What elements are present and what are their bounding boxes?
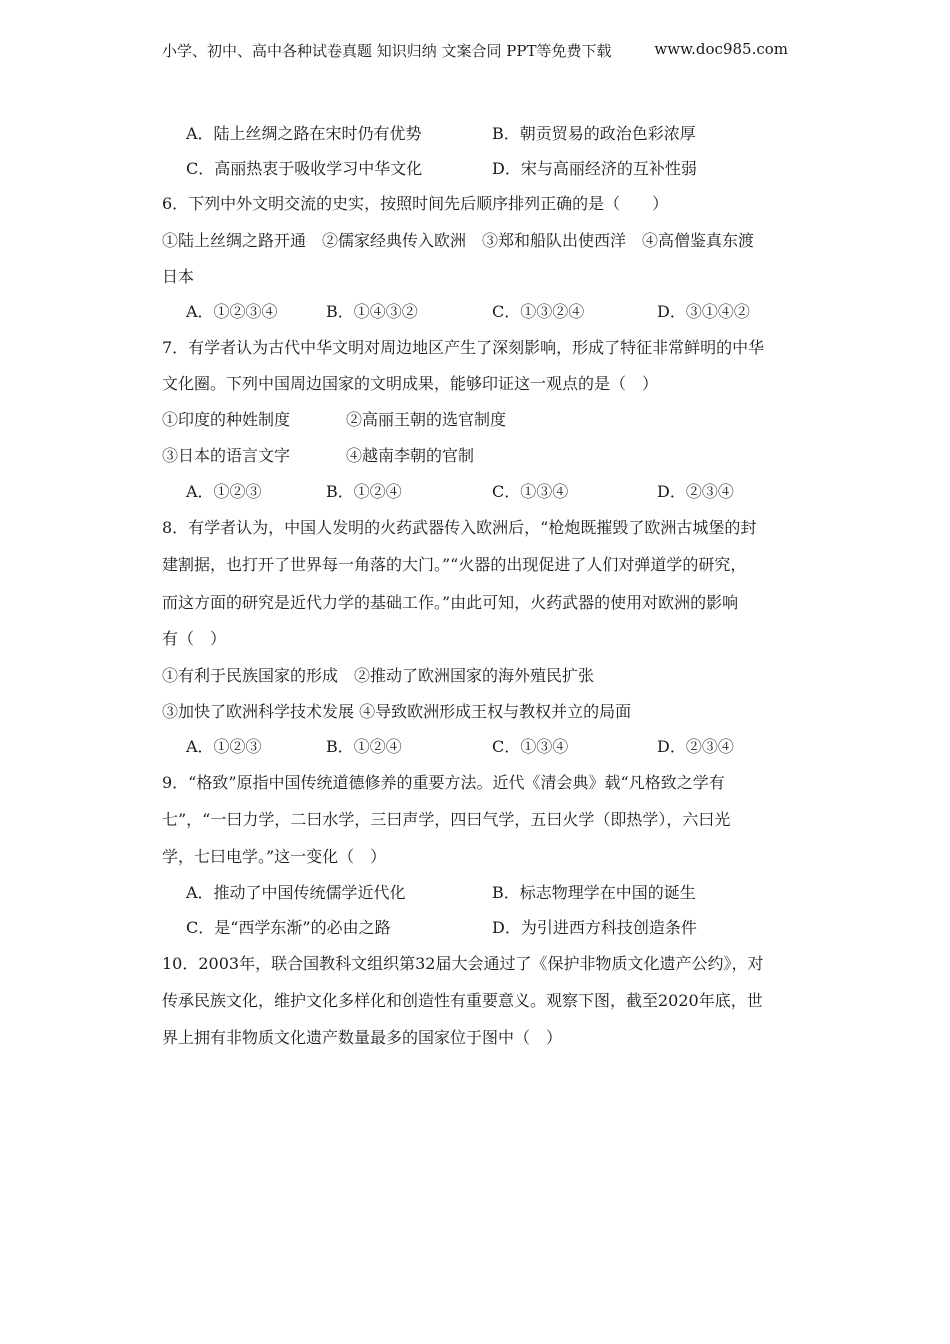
q5-option-d: D．宋与高丽经济的互补性弱 (492, 159, 697, 178)
q8-stem-line3: 而这方面的研究是近代力学的基础工作。”由此可知，火药武器的使用对欧洲的影响 (162, 593, 739, 612)
header-site-info: 小学、初中、高中各种试卷真题 知识归纳 文案合同 PPT等免费下载 (162, 42, 612, 60)
q8-option-a: A．①②③ (186, 737, 262, 756)
q7-stem-line1: 7．有学者认为古代中华文明对周边地区产生了深刻影响，形成了特征非常鲜明的中华 (162, 338, 765, 357)
q6-items-line2: 日本 (162, 267, 195, 286)
q7-option-c: C．①③④ (492, 482, 569, 501)
q8-items-line2: ③加快了欧洲科学技术发展 ④导致欧洲形成王权与教权并立的局面 (162, 702, 632, 721)
q8-option-c: C．①③④ (492, 737, 569, 756)
q7-stem-line2: 文化圈。下列中国周边国家的文明成果，能够印证这一观点的是（ ） (162, 374, 659, 393)
q10-stem-line1: 10．2003年，联合国教科文组织第32届大会通过了《保护非物质文化遗产公约》，对 (162, 954, 764, 973)
q7-option-b: B．①②④ (326, 482, 402, 501)
q9-stem-line3: 学，七曰电学。”这一变化（ ） (162, 847, 387, 866)
q8-stem-line2: 建割据，也打开了世界每一角落的大门。”“火器的出现促进了人们对弹道学的研究， (162, 555, 747, 574)
q5-option-a: A．陆上丝绸之路在宋时仍有优势 (186, 124, 422, 143)
q5-option-c: C．高丽热衷于吸收学习中华文化 (186, 159, 423, 178)
q7-item-1: ①印度的种姓制度 (162, 410, 291, 429)
q7-item-3: ③日本的语言文字 (162, 446, 291, 465)
q6-option-a: A．①②③④ (186, 302, 278, 321)
q8-stem-line1: 8．有学者认为，中国人发明的火药武器传入欧洲后，“枪炮既摧毁了欧洲古城堡的封 (162, 518, 757, 537)
q6-items-line1: ①陆上丝绸之路开通 ②儒家经典传入欧洲 ③郑和船队出使西洋 ④高僧鉴真东渡 (162, 231, 755, 250)
header-url: www.doc985.com (654, 40, 788, 58)
q9-option-d: D．为引进西方科技创造条件 (492, 918, 697, 937)
q9-option-a: A．推动了中国传统儒学近代化 (186, 883, 406, 902)
q7-option-a: A．①②③ (186, 482, 262, 501)
q7-item-4: ④越南李朝的官制 (346, 446, 475, 465)
q8-stem-line4: 有（ ） (162, 629, 227, 648)
q10-stem-line3: 界上拥有非物质文化遗产数量最多的国家位于图中（ ） (162, 1028, 563, 1047)
q6-stem: 6．下列中外文明交流的史实，按照时间先后顺序排列正确的是（ ） (162, 194, 669, 213)
q9-stem-line2: 七”，“一曰力学，二曰水学，三曰声学，四曰气学，五曰火学（即热学），六曰光 (162, 810, 731, 829)
q8-option-b: B．①②④ (326, 737, 402, 756)
page-header (162, 40, 788, 61)
figure-placeholder (162, 1070, 788, 1310)
q5-option-b: B．朝贡贸易的政治色彩浓厚 (492, 124, 696, 143)
q6-option-b: B．①④③② (326, 302, 418, 321)
q7-item-2: ②高丽王朝的选官制度 (346, 410, 507, 429)
q10-stem-line2: 传承民族文化，维护文化多样化和创造性有重要意义。观察下图，截至2020年底，世 (162, 991, 763, 1010)
q8-option-d: D．②③④ (657, 737, 734, 756)
q9-stem-line1: 9．“格致”原指中国传统道德修养的重要方法。近代《清会典》载“凡格致之学有 (162, 773, 725, 792)
q7-option-d: D．②③④ (657, 482, 734, 501)
q6-option-c: C．①③②④ (492, 302, 585, 321)
q6-option-d: D．③①④② (657, 302, 750, 321)
q9-option-c: C．是“西学东渐”的必由之路 (186, 918, 391, 937)
q9-option-b: B．标志物理学在中国的诞生 (492, 883, 696, 902)
q8-items-line1: ①有利于民族国家的形成 ②推动了欧洲国家的海外殖民扩张 (162, 666, 595, 685)
